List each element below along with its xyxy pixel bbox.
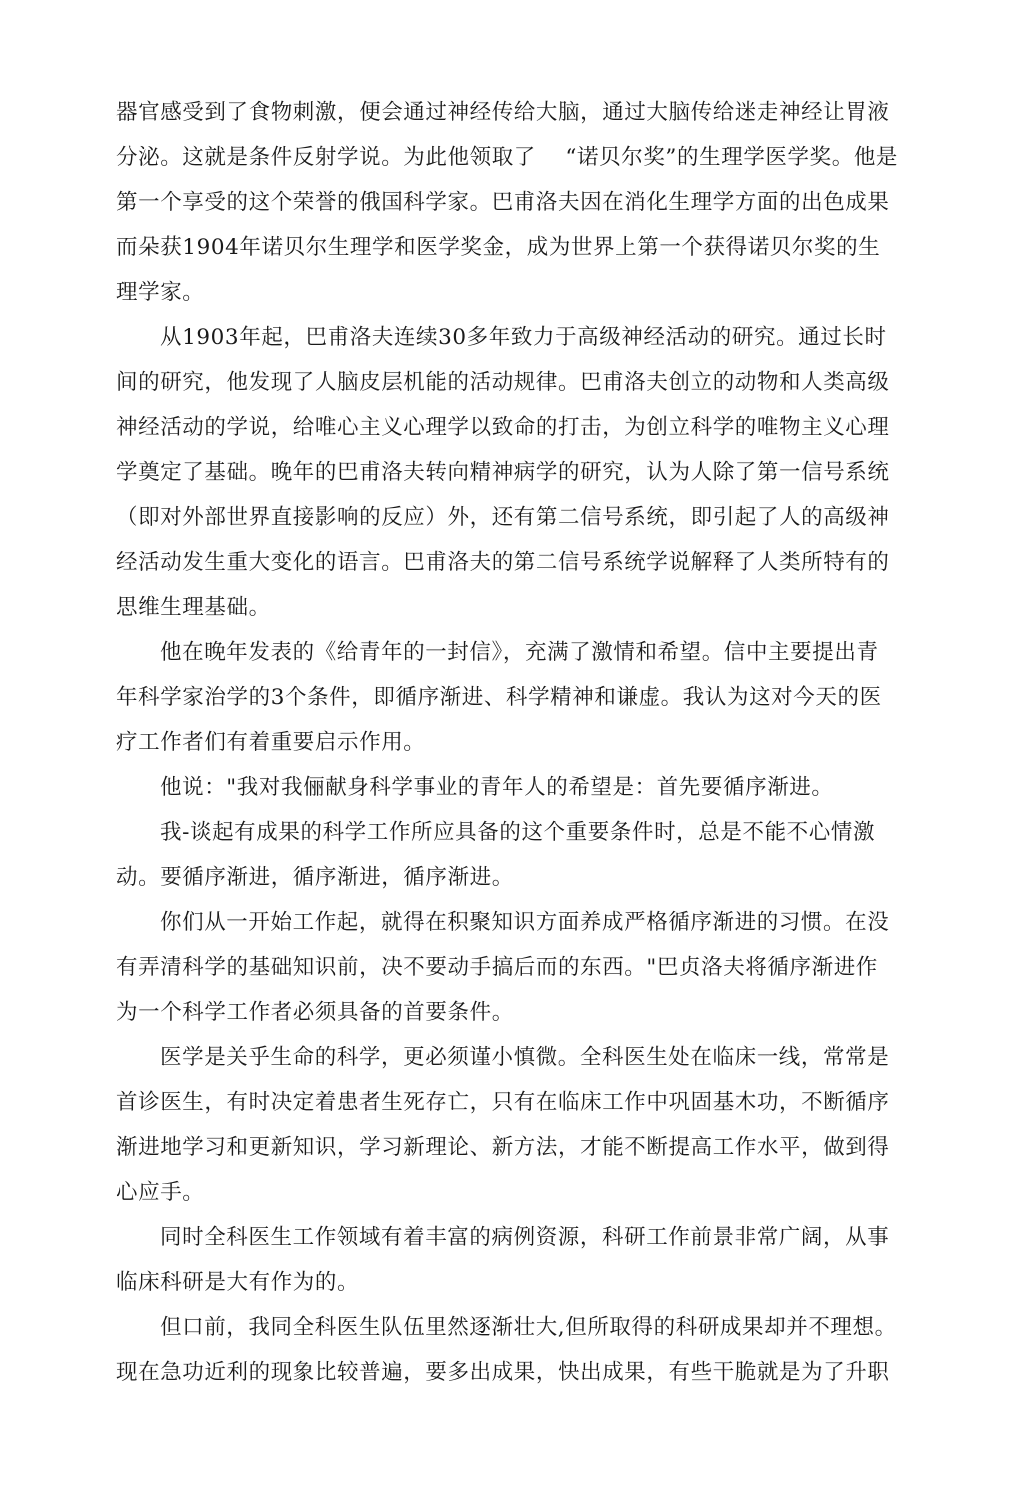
- text-line: 临床科研是大有作为的。: [116, 1270, 360, 1295]
- text-line: 他说："我对我俪献身科学事业的青年人的希望是：首先要循序渐进。: [160, 775, 834, 800]
- text-line: 动。要循序渐进，循序渐进，循序渐进。: [116, 865, 514, 890]
- text-line: 神经活动的学说，给唯心主义心理学以致命的打击，为创立科学的唯物主义心理: [116, 415, 890, 440]
- text-line: 你们从一开始工作起，就得在积聚知识方面养成严格循序渐进的习惯。在没: [160, 910, 890, 935]
- text-line: 医学是关乎生命的科学，更必须谨小慎微。全科医生处在临床一线，常常是: [160, 1045, 890, 1070]
- text-line: 间的研究，他发现了人脑皮层机能的活动规律。巴甫洛夫创立的动物和人类高级: [116, 370, 890, 395]
- text-line: 从1903年起，巴甫洛夫连续30多年致力于高级神经活动的研究。通过长时: [160, 325, 887, 350]
- text-line: 为一个科学工作者必须具备的首要条件。: [116, 1000, 514, 1025]
- text-line: （即对外部世界直接影响的反应）外，还有第二信号系统，即引起了人的高级神: [116, 505, 890, 530]
- text-line: 年科学家治学的3个条件，即循序渐进、科学精神和谦虚。我认为这对今天的医: [116, 685, 882, 710]
- text-line: 同时全科医生工作领域有着丰富的病例资源，科研工作前景非常广阔，从事: [160, 1225, 890, 1250]
- text-line: 经活动发生重大变化的语言。巴甫洛夫的第二信号系统学说解释了人类所特有的: [116, 550, 890, 575]
- text-line: 疗工作者们有着重要启示作用。: [116, 730, 426, 755]
- text-line: 现在急功近利的现象比较普遍，要多出成果，快出成果，有些干脆就是为了升职: [116, 1360, 890, 1385]
- text-line: 心应手。: [116, 1180, 205, 1205]
- text-line: 但口前，我同全科医生队伍里然逐渐壮大,但所取得的科研成果却并不理想。: [160, 1315, 897, 1340]
- text-line: 我-谈起有成果的科学工作所应具备的这个重要条件时，总是不能不心情激: [160, 820, 876, 845]
- text-line: 学奠定了基础。晚年的巴甫洛夫转向精神病学的研究，认为人除了第一信号系统: [116, 460, 890, 485]
- text-line: 理学家。: [116, 280, 205, 305]
- text-line: 第一个享受的这个荣誉的俄国科学家。巴甫洛夫因在消化生理学方面的出色成果: [116, 190, 890, 215]
- text-line: 首诊医生，有时决定着患者生死存亡，只有在临床工作中巩固基木功，不断循序: [116, 1090, 890, 1115]
- text-line: 思维生理基础。: [116, 595, 271, 620]
- text-line: 而朵获1904年诺贝尔生理学和医学奖金，成为世界上第一个获得诺贝尔奖的生: [116, 235, 881, 260]
- text-line: 他在晚年发表的《给青年的一封信》，充满了激情和希望。信中主要提出青: [160, 640, 879, 665]
- text-line: 有弄清科学的基础知识前，决不要动手搞后而的东西。"巴贞洛夫将循序渐进作: [116, 955, 878, 980]
- text-line: 渐进地学习和更新知识，学习新理论、新方法，才能不断提高工作水平，做到得: [116, 1135, 890, 1160]
- text-line: 器官感受到了食物刺激，便会通过神经传给大脑，通过大脑传给迷走神经让胃液: [116, 100, 890, 125]
- text-line: 分泌。这就是条件反射学说。为此他领取了 “诺贝尔奖”的生理学医学奖。他是: [116, 145, 899, 170]
